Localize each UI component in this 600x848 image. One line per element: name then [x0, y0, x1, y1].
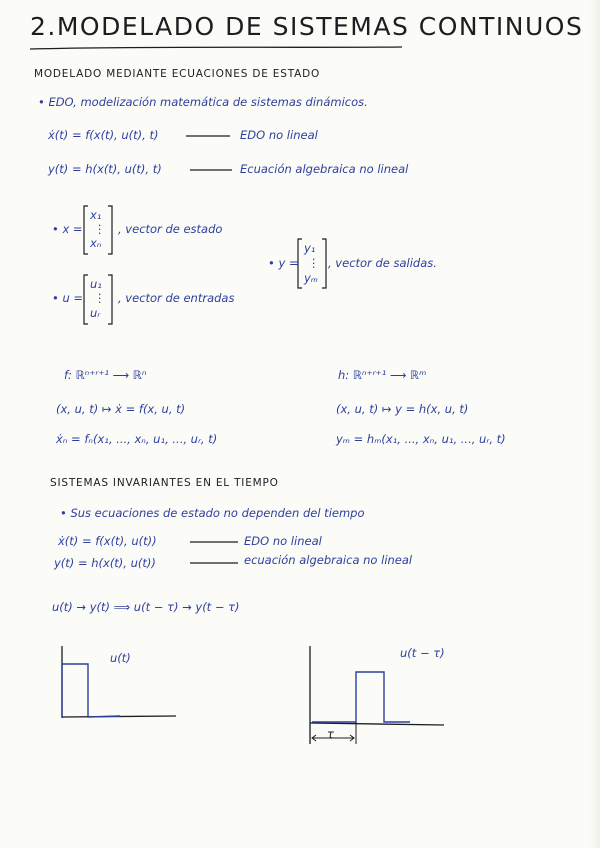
state-vector-entry-dots: ⋮ — [94, 222, 106, 236]
f-assignment: (x, u, t) ↦ ẋ = f(x, u, t) — [56, 402, 186, 416]
input-vector-entry-1: u₁ — [90, 277, 102, 291]
section-heading-state-equations: MODELADO MEDIANTE ECUACIONES DE ESTADO — [34, 68, 321, 80]
h-component: yₘ = hₘ(x₁, ..., xₙ, u₁, ..., uᵣ, t) — [336, 432, 506, 446]
input-vector-lhs: • u = — [52, 291, 84, 305]
output-vector-label: , vector de salidas. — [328, 256, 437, 270]
time-shift-relation: u(t) → y(t) ⟹ u(t − τ) → y(t − τ) — [52, 600, 240, 614]
input-vector-entry-r: uᵣ — [90, 306, 101, 320]
h-mapping: h: ℝⁿ⁺ʳ⁺¹ ⟶ ℝᵐ — [338, 368, 427, 382]
state-vector-entry-1: x₁ — [90, 208, 102, 222]
invariant-state-equation: ẋ(t) = f(x(t), u(t)) — [58, 534, 157, 548]
invariant-output-note: ecuación algebraica no lineal — [244, 553, 413, 567]
state-equation: ẋ(t) = f(x(t), u(t), t) — [48, 128, 159, 142]
state-vector-label: , vector de estado — [118, 222, 223, 236]
output-equation: y(t) = h(x(t), u(t), t) — [48, 162, 162, 176]
state-vector-entry-n: xₙ — [90, 236, 102, 250]
page-edge-shadow — [590, 0, 600, 848]
section-heading-time-invariant: SISTEMAS INVARIANTES EN EL TIEMPO — [50, 477, 279, 489]
tau-label: τ — [327, 727, 334, 741]
edo-bullet: • EDO, modelización matemática de sistemas dinámicos. — [38, 95, 368, 109]
state-equation-note: EDO no lineal — [240, 128, 318, 142]
invariant-bullet: • Sus ecuaciones de estado no dependen del tiempo — [60, 506, 365, 520]
output-vector-lhs: • y = — [268, 256, 299, 270]
invariant-output-equation: y(t) = h(x(t), u(t)) — [54, 556, 156, 570]
invariant-state-note: EDO no lineal — [244, 534, 322, 548]
f-mapping: f: ℝⁿ⁺ʳ⁺¹ ⟶ ℝⁿ — [64, 368, 147, 382]
input-vector-label: , vector de entradas — [118, 291, 235, 305]
output-vector-entry-1: y₁ — [304, 241, 316, 255]
page-title: 2.MODELADO DE SISTEMAS CONTINUOS — [30, 12, 584, 41]
h-assignment: (x, u, t) ↦ y = h(x, u, t) — [336, 402, 469, 416]
output-vector-entry-m: yₘ — [304, 271, 318, 285]
output-equation-note: Ecuación algebraica no lineal — [240, 162, 409, 176]
output-vector-entry-dots: ⋮ — [308, 256, 320, 270]
f-component: ẋₙ = fₙ(x₁, ..., xₙ, u₁, ..., uᵣ, t) — [56, 432, 218, 446]
state-vector-lhs: • x = — [52, 222, 83, 236]
shifted-signal-label: u(t − τ) — [400, 646, 445, 660]
input-vector-entry-dots: ⋮ — [94, 291, 106, 305]
input-signal-label: u(t) — [110, 651, 131, 665]
